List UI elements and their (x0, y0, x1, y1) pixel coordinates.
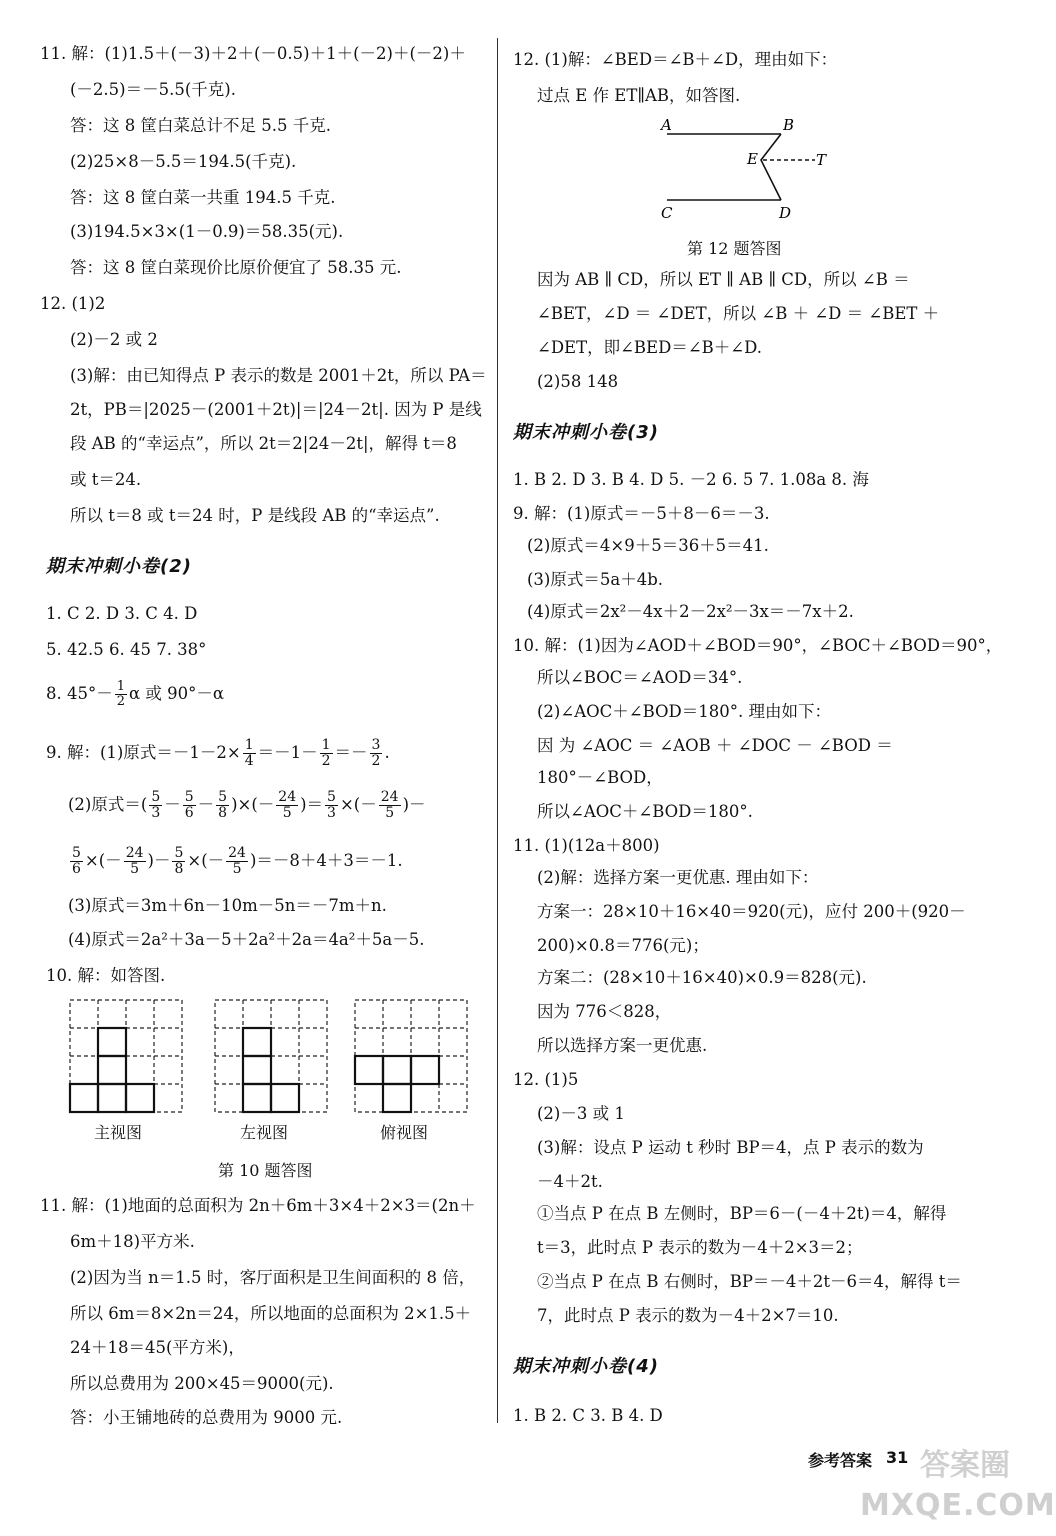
answer-line: (4)原式＝2x²－4x＋2－2x²－3x＝－7x＋2. (527, 602, 854, 621)
label-B: B (783, 116, 795, 134)
fraction (115, 680, 127, 709)
denominator: 2 (321, 753, 331, 769)
text: 8. 45°－ (46, 684, 113, 703)
q9-part2-line1: (2)原式＝( $\frac{5}{3}$ － $\frac{5}{6}$ － $\frac{5}{8}$ )×(－ $\frac{24}{5}$ )＝ $\frac{5}{3}$ ×(－ $\frac{24}{5}$ )－ (68, 789, 426, 821)
q11-line: 答：这 8 筐白菜一共重 194.5 千克. (70, 188, 336, 207)
answer-line: t＝3，此时点 P 表示的数为－4＋2×3＝2； (537, 1238, 863, 1257)
numerator: 24 (380, 789, 399, 805)
answer-line: 因 为 ∠AOC ＝ ∠AOB ＋ ∠DOC － ∠BOD ＝ (537, 736, 893, 755)
q9-part2-line2: $\frac{5}{6}$ ×(－ $\frac{24}{5}$ )－ $\frac{5}{8}$ ×(－ $\frac{24}{5}$ )＝－8＋4＋3＝－1. (72, 845, 403, 877)
text: α 或 90°－α (129, 684, 225, 703)
q11-line: 11. 解：(1)1.5＋(－3)＋2＋(－0.5)＋1＋(－2)＋(－2)＋ (40, 44, 466, 63)
denominator: 3 (327, 805, 336, 821)
numerator: 1 (321, 737, 331, 753)
numerator: 1 (116, 679, 126, 694)
answer-8 (46, 680, 224, 709)
answer-line: (2)－3 或 1 (537, 1104, 625, 1123)
denominator: 5 (282, 805, 292, 821)
q12-line: 12. (1)解：∠BED＝∠B＋∠D，理由如下： (513, 50, 838, 69)
fraction (149, 790, 162, 821)
text: ＝－ (334, 743, 368, 762)
numerator: 24 (278, 789, 297, 805)
q10-line: 10. 解：如答图. (46, 966, 166, 985)
top-view-label: 俯视图 (380, 1123, 429, 1142)
page-number: 31 (886, 1448, 909, 1467)
top-view-grid (355, 1000, 467, 1112)
answer-line: 12. (1)5 (513, 1070, 579, 1089)
numerator: 5 (151, 789, 161, 805)
label-D: D (779, 204, 792, 222)
answer-line: 200)×0.8＝776(元)； (537, 936, 709, 955)
answer-line: (3)解：设点 P 运动 t 秒时 BP＝4，点 P 表示的数为 (537, 1138, 924, 1157)
fraction (216, 790, 229, 821)
section-title: 期末冲刺小卷(4) (513, 1356, 659, 1377)
q12-line: 2t，PB＝|2025－(2001＋2t)|＝|24－2t|. 因为 P 是线 (70, 400, 482, 419)
text: ＝－1－ (257, 743, 318, 762)
q11-line: 6m＋18)平方米. (70, 1232, 195, 1251)
section-title: 期末冲刺小卷(2) (46, 556, 192, 577)
front-view-label: 主视图 (94, 1123, 143, 1142)
numerator: 5 (72, 845, 81, 861)
proof-line: ∠DET，即∠BED＝∠B＋∠D. (537, 338, 762, 357)
numerator: 1 (244, 737, 254, 753)
answers-row: 1. C 2. D 3. C 4. D (46, 604, 198, 623)
numerator: 5 (218, 789, 228, 805)
numerator: 24 (228, 845, 246, 861)
denominator: 6 (72, 861, 81, 877)
q12-line: (2)－2 或 2 (70, 330, 158, 349)
watermark-logo: 答案圈 (920, 1448, 1010, 1483)
label-E: E (747, 150, 758, 168)
answer-line: ①当点 P 在点 B 左侧时，BP＝6－(－4＋2t)＝4，解得 (537, 1204, 947, 1223)
answer-line: (2)∠AOC＋∠BOD＝180°. 理由如下： (537, 702, 832, 721)
q12-line: (3)解：由已知得点 P 表示的数是 2001＋2t，所以 PA＝ (70, 366, 487, 385)
numerator: 5 (327, 789, 336, 805)
denominator: 2 (371, 753, 381, 769)
denominator: 8 (218, 805, 228, 821)
denominator: 4 (244, 753, 254, 769)
denominator: 5 (385, 805, 395, 821)
numerator: 3 (371, 737, 381, 753)
proof-line: ∠BET，∠D ＝ ∠DET，所以 ∠B ＋ ∠D ＝ ∠BET ＋ (537, 304, 940, 323)
fraction (370, 738, 383, 769)
q12-line: 12. (1)2 (40, 294, 106, 313)
answer-line: 方案一：28×10＋16×40＝920(元)，应付 200＋(920－ (537, 902, 966, 921)
answer-line: 180°－∠BOD， (537, 768, 663, 787)
fraction (325, 790, 338, 821)
label-A: A (661, 116, 672, 134)
label-T: T (816, 151, 827, 169)
proof-line: (2)58 148 (537, 372, 619, 391)
denominator: 5 (232, 861, 242, 877)
label-C: C (661, 204, 673, 222)
answer-line: －4＋2t. (537, 1172, 603, 1191)
text: (2)原式＝( (68, 795, 148, 814)
q11-line: 所以 6m＝8×2n＝24，所以地面的总面积为 2×1.5＋ (70, 1304, 472, 1323)
numerator: 5 (184, 789, 194, 805)
numerator: 5 (174, 845, 184, 861)
answer-line: 1. B 2. D 3. B 4. D 5. －2 6. 5 7. 1.08a 8. 海 (513, 470, 869, 489)
q12-line: 过点 E 作 ET∥AB，如答图. (537, 86, 741, 105)
answer-line: 9. 解：(1)原式＝－5＋8－6＝－3. (513, 504, 770, 523)
q12-line: 段 AB 的“幸运点”，所以 2t＝2|24－2t|，解得 t＝8 (70, 434, 457, 453)
q11-line: (2)25×8－5.5＝194.5(千克). (70, 152, 297, 171)
proof-line: 因为 AB ∥ CD，所以 ET ∥ AB ∥ CD，所以 ∠B ＝ (537, 270, 910, 289)
column-divider (497, 38, 498, 1423)
answer-line: 方案二：(28×10＋16×40)×0.9＝828(元). (537, 968, 867, 987)
q11-line: 24＋18＝45(平方米)， (70, 1338, 245, 1357)
figure-10-caption: 第 10 题答图 (218, 1161, 313, 1180)
denominator: 5 (130, 861, 140, 877)
answer-line: 所以∠BOC＝∠AOD＝34°. (537, 668, 743, 687)
footer-label: 参考答案 (808, 1451, 873, 1470)
watermark-url: MXQE.COM (860, 1488, 1056, 1523)
answer-line: 1. B 2. C 3. B 4. D (513, 1406, 663, 1425)
front-view-grid (70, 1000, 182, 1112)
answer-line: 所以∠AOC＋∠BOD＝180°. (537, 802, 753, 821)
fraction (172, 846, 185, 877)
q9-part4: (4)原式＝2a²＋3a－5＋2a²＋2a＝4a²＋5a－5. (68, 930, 425, 949)
answer-line: (2)原式＝4×9＋5＝36＋5＝41. (527, 536, 769, 555)
q11-line: 所以总费用为 200×45＝9000(元). (70, 1374, 334, 1393)
q9-part1 (46, 738, 390, 769)
fraction (124, 846, 146, 877)
figure-12-diagram (655, 114, 835, 224)
answer-line: ②当点 P 在点 B 右侧时，BP＝－4＋2t－6＝4，解得 t＝ (537, 1272, 962, 1291)
answer-line: 11. (1)(12a＋800) (513, 836, 660, 855)
text: . (384, 743, 390, 762)
denominator: 8 (174, 861, 184, 877)
answer-line: 因为 776＜828， (537, 1002, 672, 1021)
left-view-grid (215, 1000, 327, 1112)
fraction (183, 790, 196, 821)
q11-line: 答：这 8 筐白菜总计不足 5.5 千克. (70, 116, 331, 135)
q11-line: (3)194.5×3×(1－0.9)＝58.35(元). (70, 222, 344, 241)
q9-part3: (3)原式＝3m＋6n－10m－5n＝－7m＋n. (68, 896, 387, 915)
q11-line: 答：这 8 筐白菜现价比原价便宜了 58.35 元. (70, 258, 402, 277)
answer-line: (3)原式＝5a＋4b. (527, 570, 664, 589)
answer-line: (2)解：选择方案一更优惠. 理由如下： (537, 868, 819, 887)
q11-line: (2)因为当 n＝1.5 时，客厅面积是卫生间面积的 8 倍， (70, 1268, 476, 1287)
denominator: 3 (151, 805, 161, 821)
fraction (320, 738, 333, 769)
fraction (243, 738, 256, 769)
denominator: 6 (184, 805, 194, 821)
q11-line: (－2.5)＝－5.5(千克). (70, 80, 236, 99)
denominator: 2 (116, 694, 126, 709)
figure-12-caption: 第 12 题答图 (687, 239, 782, 258)
answer-line: 7，此时点 P 表示的数为－4＋2×7＝10. (537, 1306, 839, 1325)
q12-line: 或 t＝24. (70, 470, 142, 489)
text: ＝－8＋4＋3＝－1. (256, 851, 403, 870)
fraction (379, 790, 401, 821)
q12-line: 所以 t＝8 或 t＝24 时，P 是线段 AB 的“幸运点”. (70, 506, 440, 525)
fraction (276, 790, 298, 821)
answer-line: 所以选择方案一更优惠. (537, 1036, 708, 1055)
q11-line: 11. 解：(1)地面的总面积为 2n＋6m＋3×4＋2×3＝(2n＋ (40, 1196, 476, 1215)
left-view-label: 左视图 (240, 1123, 289, 1142)
q11-line: 答：小王铺地砖的总费用为 9000 元. (70, 1408, 343, 1427)
fraction (70, 846, 83, 877)
answer-line: 10. 解：(1)因为∠AOD＋∠BOD＝90°，∠BOC＋∠BOD＝90°， (513, 636, 1003, 655)
section-title: 期末冲刺小卷(3) (513, 422, 659, 443)
answers-row: 5. 42.5 6. 45 7. 38° (46, 640, 207, 659)
fraction (226, 846, 248, 877)
text: 9. 解：(1)原式＝－1－2× (46, 743, 241, 762)
numerator: 24 (125, 845, 144, 861)
